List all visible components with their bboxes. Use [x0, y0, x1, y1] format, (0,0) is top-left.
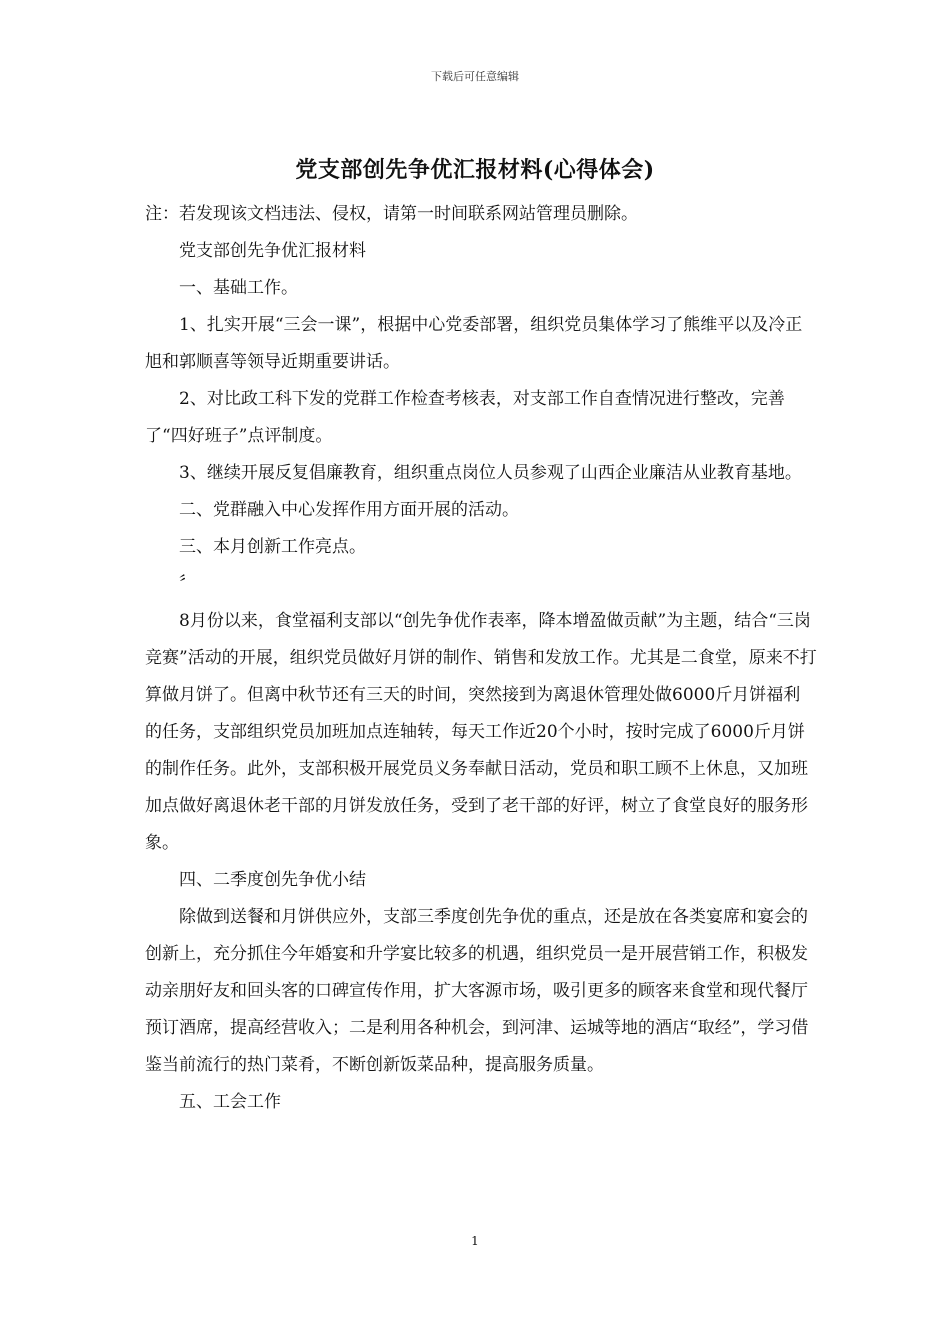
notice-text: 注：若发现该文档违法、侵权，请第一时间联系网站管理员删除。 [145, 204, 638, 224]
page-number: 1 [471, 1234, 479, 1248]
page-header-note: 下载后可任意编辑 [431, 70, 519, 83]
document-title: 党支部创先争优汇报材料(心得体会) [295, 157, 655, 183]
paragraph-section-5-heading: 五、工会工作 [179, 1092, 281, 1112]
paragraph-banquet-report: 除做到送餐和月饼供应外，支部三季度创先争优的重点，还是放在各类宴席和宴会的创新上，充分抓住今年婚宴和升学宴比较多的机遇，组织党员一是开展营销工作，积极发动亲朋好友和回头客的口碑宣传作用，扩大客源市场，吸引更多的顾客来食堂和现代餐厅预订酒席，提高经营收入；二是利用各种机会，到河津、运城等地的酒店“取经”，学习借鉴当前流行的热门菜肴，不断创新饭菜品种，提高服务质量。 [145, 907, 809, 1075]
paragraph-quote-mark: 〞 [179, 574, 196, 594]
paragraph-section-1-heading: 一、基础工作。 [179, 278, 298, 298]
paragraph-item-3: 3、继续开展反复倡廉教育，组织重点岗位人员参观了山西企业廉洁从业教育基地。 [179, 463, 802, 483]
paragraph-section-2-heading: 二、党群融入中心发挥作用方面开展的活动。 [179, 500, 519, 520]
paragraph-mooncake-report: 8月份以来，食堂福利支部以“创先争优作表率，降本增盈做贡献”为主题，结合“三岗竞赛”活动的开展，组织党员做好月饼的制作、销售和发放工作。尤其是二食堂，原来不打算做月饼了。但离中秋节还有三天的时间，突然接到为离退休管理处做6000斤月饼福利的任务，支部组织党员加班加点连轴转，每天工作近20个小时，按时完成了6000斤月饼的制作任务。此外，支部积极开展党员义务奉献日活动，党员和职工顾不上休息，又加班加点做好离退休老干部的月饼发放任务，受到了老干部的好评，树立了食堂良好的服务形象。 [145, 611, 817, 853]
paragraph-item-1: 1、扎实开展“三会一课”，根据中心党委部署，组织党员集体学习了熊维平以及冷正旭和郭顺喜等领导近期重要讲话。 [145, 315, 803, 372]
paragraph-section-3-heading: 三、本月创新工作亮点。 [179, 537, 366, 557]
paragraph-item-2: 2、对比政工科下发的党群工作检查考核表，对支部工作自查情况进行整改，完善了“四好班子”点评制度。 [145, 389, 785, 446]
paragraph-subtitle: 党支部创先争优汇报材料 [179, 241, 366, 261]
document-body [145, 196, 817, 1121]
paragraph-section-4-heading: 四、二季度创先争优小结 [179, 870, 366, 890]
